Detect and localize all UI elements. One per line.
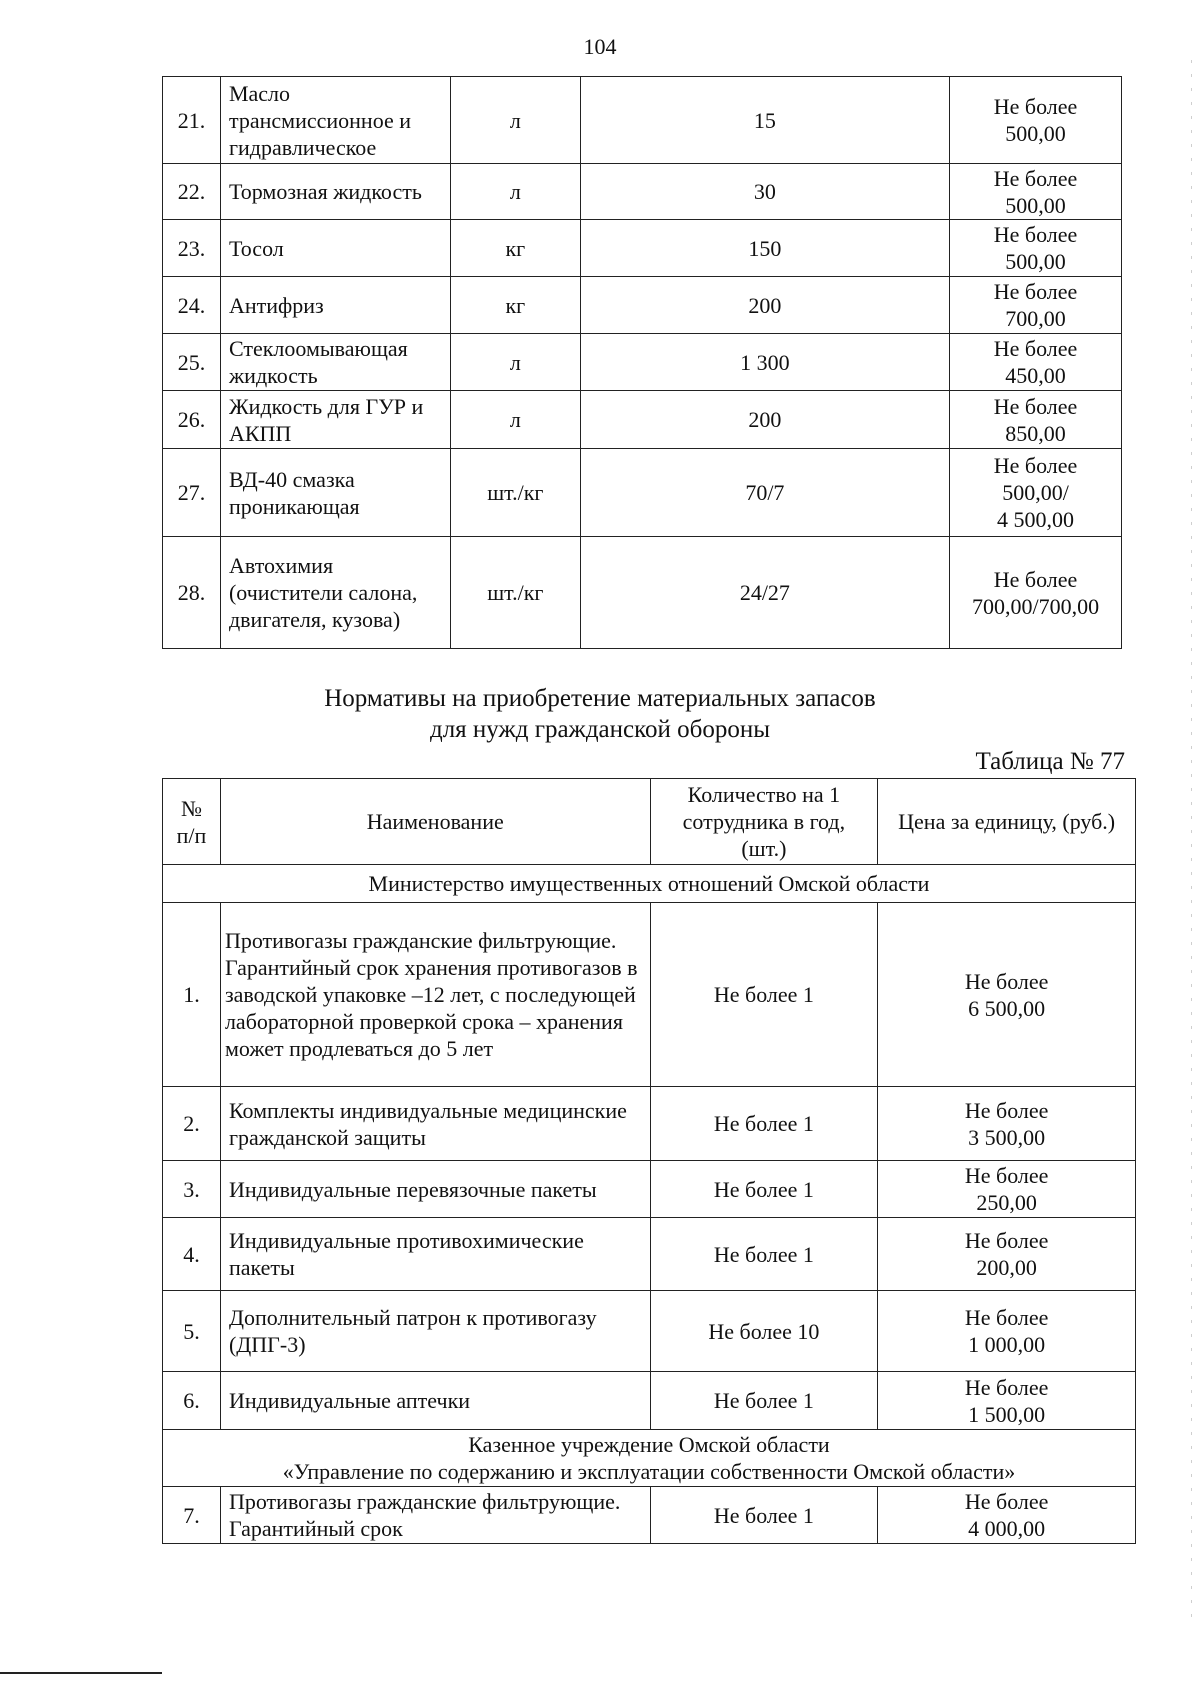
row-number: 27. [163, 449, 221, 537]
section-heading [0, 683, 1200, 745]
item-price: Не более 450,00 [950, 334, 1122, 391]
item-quantity: 200 [580, 391, 949, 449]
item-name: ВД-40 смазка проникающая [220, 449, 450, 537]
item-price: Не более 4 000,00 [878, 1487, 1136, 1544]
table-row [163, 77, 1122, 164]
page-number: 104 [583, 34, 617, 59]
item-price: Не более 500,00 [950, 77, 1122, 164]
item-name: Противогазы гражданские фильтрующие. Гарантийный срок [220, 1487, 650, 1544]
item-name: Тосол [220, 220, 450, 277]
item-name: Индивидуальные перевязочные пакеты [220, 1161, 650, 1218]
item-name: Стеклоомывающая жидкость [220, 334, 450, 391]
item-quantity: 30 [580, 164, 949, 220]
item-unit: л [450, 77, 580, 164]
fuel-materials-table [162, 76, 1122, 649]
scan-edge-marks [1191, 60, 1192, 1620]
row-number: 1. [163, 903, 221, 1087]
item-unit: кг [450, 220, 580, 277]
item-quantity: 70/7 [580, 449, 949, 537]
item-price: Не более 500,00 [950, 220, 1122, 277]
item-quantity: 24/27 [580, 537, 949, 649]
item-price: Не более 850,00 [950, 391, 1122, 449]
item-unit: л [450, 391, 580, 449]
item-price: Не более 500,00 [950, 164, 1122, 220]
table-row [163, 1161, 1136, 1218]
item-name: Комплекты индивидуальные медицинские гражданской защиты [220, 1087, 650, 1161]
item-name: Индивидуальные противохимические пакеты [220, 1218, 650, 1291]
table-row [163, 1487, 1136, 1544]
table-row [163, 1291, 1136, 1372]
item-quantity: Не более 1 [650, 1487, 878, 1544]
row-number: 2. [163, 1087, 221, 1161]
row-number: 5. [163, 1291, 221, 1372]
civil-defense-table [162, 778, 1136, 1544]
item-price: Не более 3 500,00 [878, 1087, 1136, 1161]
row-number: 25. [163, 334, 221, 391]
row-number: 22. [163, 164, 221, 220]
table-row [163, 334, 1122, 391]
item-unit: шт./кг [450, 537, 580, 649]
table-row [163, 391, 1122, 449]
header-number: № п/п [163, 779, 221, 865]
item-price: Не более 200,00 [878, 1218, 1136, 1291]
item-quantity: Не более 1 [650, 1161, 878, 1218]
item-unit: л [450, 334, 580, 391]
item-unit: кг [450, 277, 580, 334]
item-quantity: Не более 1 [650, 1372, 878, 1430]
item-quantity: 1 300 [580, 334, 949, 391]
row-number: 26. [163, 391, 221, 449]
row-number: 23. [163, 220, 221, 277]
table-row [163, 1087, 1136, 1161]
table-row [163, 164, 1122, 220]
item-unit: шт./кг [450, 449, 580, 537]
section-title: Казенное учреждение Омской области «Управление по содержанию и эксплуатации собственности Омской области» [163, 1430, 1136, 1487]
item-quantity: 15 [580, 77, 949, 164]
item-quantity: 150 [580, 220, 949, 277]
table-row [163, 1372, 1136, 1430]
item-price: Не более 1 000,00 [878, 1291, 1136, 1372]
item-name: Автохимия (очистители салона, двигателя, кузова) [220, 537, 450, 649]
item-name: Антифриз [220, 277, 450, 334]
table-row [163, 220, 1122, 277]
section-row [163, 865, 1136, 903]
section-row [163, 1430, 1136, 1487]
heading-line: для нужд гражданской обороны [429, 716, 771, 743]
footer-rule [0, 1672, 162, 1674]
item-quantity: Не более 1 [650, 903, 878, 1087]
item-price: Не более 700,00/700,00 [950, 537, 1122, 649]
item-quantity: Не более 10 [650, 1291, 878, 1372]
table-row [163, 449, 1122, 537]
item-price: Не более 700,00 [950, 277, 1122, 334]
item-name: Дополнительный патрон к противогазу (ДПГ-3) [220, 1291, 650, 1372]
item-price: Не более 1 500,00 [878, 1372, 1136, 1430]
item-name: Масло трансмиссионное и гидравлическое [220, 77, 450, 164]
header-price: Цена за единицу, (руб.) [878, 779, 1136, 865]
row-number: 21. [163, 77, 221, 164]
item-quantity: Не более 1 [650, 1218, 878, 1291]
header-quantity: Количество на 1 сотрудника в год, (шт.) [650, 779, 878, 865]
header-name: Наименование [220, 779, 650, 865]
item-name: Тормозная жидкость [220, 164, 450, 220]
row-number: 6. [163, 1372, 221, 1430]
table-row [163, 1218, 1136, 1291]
section-title: Министерство имущественных отношений Омской области [163, 865, 1136, 903]
item-name: Противогазы гражданские фильтрующие. Гарантийный срок хранения противогазов в заводской упаковке –12 лет, с последующей лабораторной проверкой срока – хранения может продлеваться до 5 лет [220, 903, 650, 1087]
item-price: Не более 250,00 [878, 1161, 1136, 1218]
table-row [163, 277, 1122, 334]
table-number-label: Таблица № 77 [975, 748, 1125, 775]
row-number: 28. [163, 537, 221, 649]
table-row [163, 903, 1136, 1087]
item-price: Не более 500,00/ 4 500,00 [950, 449, 1122, 537]
row-number: 3. [163, 1161, 221, 1218]
row-number: 7. [163, 1487, 221, 1544]
table-header-row [163, 779, 1136, 865]
item-quantity: 200 [580, 277, 949, 334]
item-unit: л [450, 164, 580, 220]
item-price: Не более 6 500,00 [878, 903, 1136, 1087]
row-number: 24. [163, 277, 221, 334]
item-name: Жидкость для ГУР и АКПП [220, 391, 450, 449]
row-number: 4. [163, 1218, 221, 1291]
table-row [163, 537, 1122, 649]
heading-line: Нормативы на приобретение материальных запасов [324, 685, 876, 712]
item-name: Индивидуальные аптечки [220, 1372, 650, 1430]
item-quantity: Не более 1 [650, 1087, 878, 1161]
